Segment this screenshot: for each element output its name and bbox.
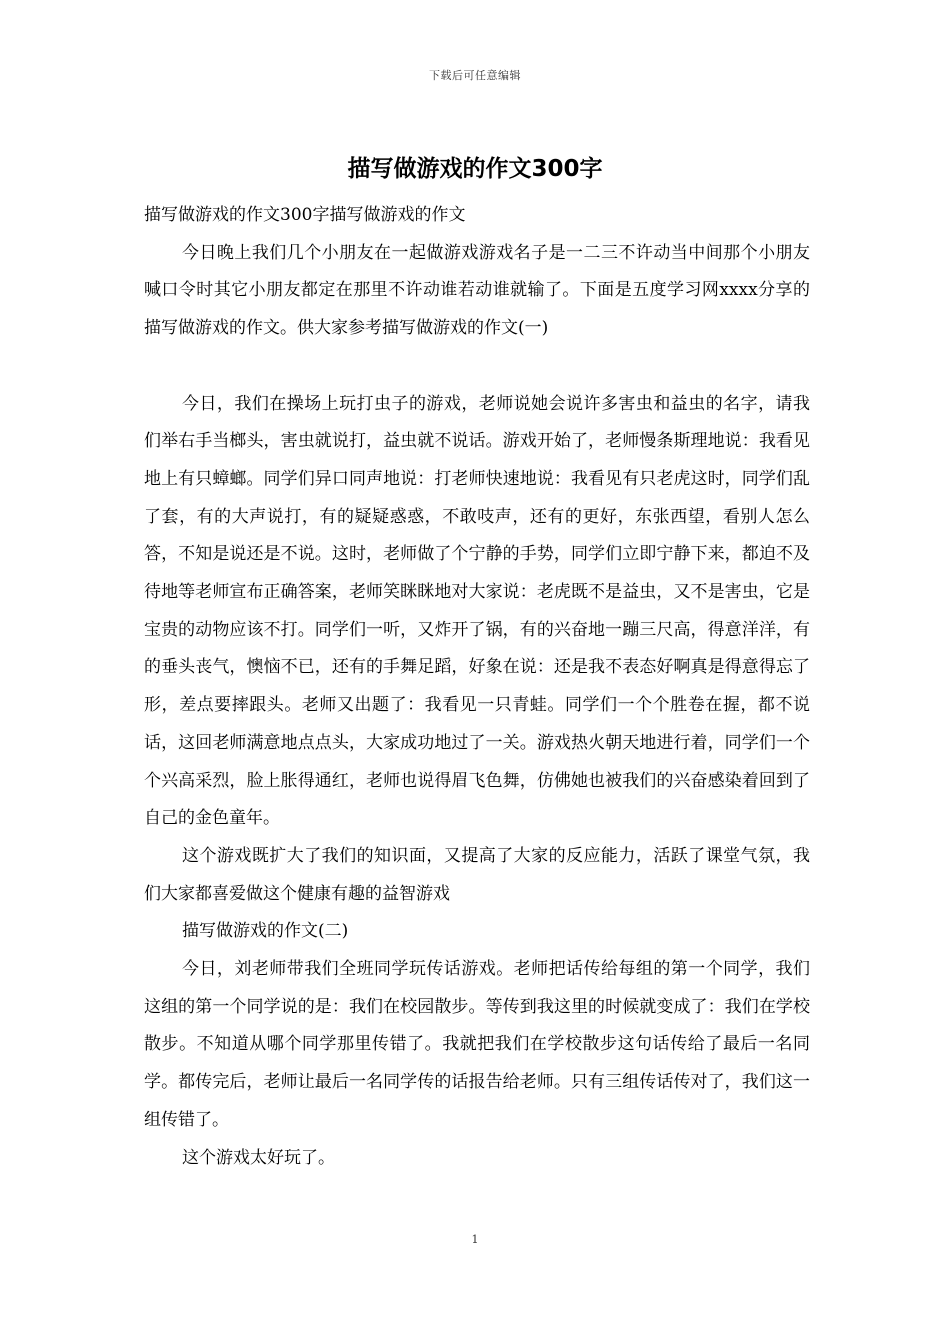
page-number: 1: [471, 1233, 479, 1246]
subtitle-line: 描写做游戏的作文300字描写做游戏的作文: [144, 205, 466, 225]
intro-paragraph: 今日晚上我们几个小朋友在一起做游戏游戏名子是一二三不许动当中间那个小朋友喊口令时其它小朋友都定在那里不许动谁若动谁就输了。下面是五度学习网xxxx分享的描写做游戏的作文。供大家参考描写做游戏的作文(一): [144, 242, 810, 339]
essay-one-paragraph: 今日，我们在操场上玩打虫子的游戏，老师说她会说许多害虫和益虫的名字，请我们举右手当榔头，害虫就说打，益虫就不说话。游戏开始了，老师慢条斯理地说：我看见地上有只蟑螂。同学们异口同声地说：打老师快速地说：我看见有只老虎这时，同学们乱了套，有的大声说打，有的疑疑惑惑，不敢吱声，还有的更好，东张西望，看别人怎么答，不知是说还是不说。这时，老师做了个宁静的手势，同学们立即宁静下来，都迫不及待地等老师宣布正确答案，老师笑眯眯地对大家说：老虎既不是益虫，又不是害虫，它是宝贵的动物应该不打。同学们一听，又炸开了锅，有的兴奋地一蹦三尺高，得意洋洋，有的垂头丧气，懊恼不已，还有的手舞足蹈，好象在说：还是我不表态好啊真是得意得忘了形，差点要摔跟头。老师又出题了：我看见一只青蛙。同学们一个个胜卷在握，都不说话，这回老师满意地点点头，大家成功地过了一关。游戏热火朝天地进行着，同学们一个个兴高采烈，脸上胀得通红，老师也说得眉飞色舞，仿佛她也被我们的兴奋感染着回到了自己的金色童年。: [144, 393, 810, 829]
essay-two-paragraph: 今日，刘老师带我们全班同学玩传话游戏。老师把话传给每组的第一个同学，我们这组的第一个同学说的是：我们在校园散步。等传到我这里的时候就变成了：我们在学校散步。不知道从哪个同学那里传错了。我就把我们在学校散步这句话传给了最后一名同学。都传完后，老师让最后一名同学传的话报告给老师。只有三组传话传对了，我们这一组传错了。: [144, 959, 810, 1130]
blank-line: [144, 348, 810, 386]
page-header-note: 下载后可任意编辑: [429, 69, 521, 82]
essay-two-heading: 描写做游戏的作文(二): [182, 921, 349, 942]
essay-one-conclusion: 这个游戏既扩大了我们的知识面，又提高了大家的反应能力，活跃了课堂气氛，我们大家都喜爱做这个健康有趣的益智游戏: [144, 845, 810, 904]
document-body: [144, 197, 810, 1177]
essay-two-conclusion: 这个游戏太好玩了。: [182, 1147, 335, 1168]
document-title: 描写做游戏的作文300字: [347, 156, 603, 182]
